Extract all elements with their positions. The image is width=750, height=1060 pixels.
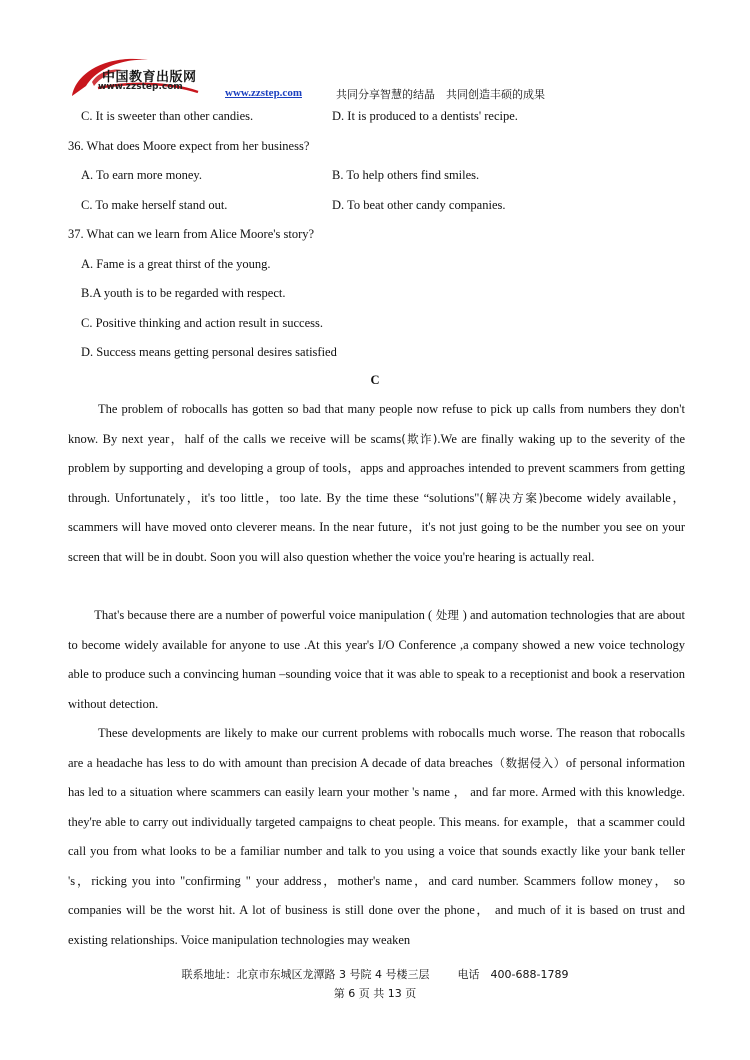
- header-slogan: 共同分享智慧的结晶 共同创造丰硕的成果: [336, 88, 545, 101]
- page-number: 第 6 页 共 13 页: [333, 987, 417, 1000]
- q37-stem: 37. What can we learn from Alice Moore's story?: [68, 227, 315, 241]
- site-link[interactable]: www.zzstep.com: [225, 87, 302, 99]
- q35-option-c: C. It is sweeter than other candies.: [81, 109, 254, 123]
- p1-text-c: become widely available，scammers will have moved onto cleverer means. In the near future，it's not just going to be the number you see on your screen that will be in doubt. Soon you will also question whether the voice you're hearing is actually real.: [68, 490, 685, 564]
- q36-option-b: B. To help others find smiles.: [332, 168, 480, 182]
- p3-text-a: These developments are likely to make our current problems with robocalls much worse. The reason that robocalls are a headache has less to do with amount than precision A decade of data breaches: [68, 726, 685, 770]
- q37-option-c: C. Positive thinking and action result in success.: [81, 316, 323, 330]
- q36-stem: 36. What does Moore expect from her business?: [68, 139, 310, 153]
- q37-option-b: B.A youth is to be regarded with respect.: [81, 286, 286, 300]
- p1-text-b: .We are finally waking up to the severity of the problem by supporting and developing a group of tools，apps and approaches intended to prevent scammers from getting through. Unfortunately，it's too little，too late. By the time these “solutions": [68, 431, 685, 505]
- publisher-logo: [68, 52, 208, 100]
- passage-paragraph-1: [68, 395, 685, 572]
- p2-gloss-manipulation: 处理: [432, 608, 463, 622]
- passage-paragraph-3: [68, 719, 685, 955]
- q36-option-d: D. To beat other candy companies.: [332, 198, 506, 212]
- footer-address: 联系地址：北京市东城区龙潭路 3 号院 4 号楼三层: [181, 968, 430, 981]
- p3-text-b: of personal information has led to a situation where scammers can easily learn your mother 's name ， and far more. Armed with this knowledge. they're able to carry out individually targeted campaigns to cheat people. This means. for example，that a scammer could call you from what looks to be a familiar number and talk to you using a voice that sounds exactly like your bank teller 's，ricking you into "confirming " your address，mother's name，and card number. Scammers follow money， so companies will be the worst hit. A lot of business is still done over the phone， and much of it is based on trust and existing relationships. Voice manipulation technologies may weaken: [68, 755, 686, 947]
- p1-text-a: The problem of robocalls has gotten so bad that many people now refuse to pick up calls from numbers they don't know. By next year，half of the calls we receive will be scams: [68, 402, 685, 446]
- p2-text-a: That's because there are a number of powerful voice manipulation (: [94, 608, 433, 622]
- q37-option-a: A. Fame is a great thirst of the young.: [81, 257, 271, 271]
- logo-title: 中国教育出版网: [102, 70, 197, 85]
- p1-gloss-scam: (欺诈): [401, 431, 438, 446]
- q35-option-d: D. It is produced to a dentists' recipe.: [332, 109, 518, 123]
- page-header: [62, 52, 692, 102]
- footer-contact: [0, 966, 750, 982]
- q36-option-c: C. To make herself stand out.: [81, 198, 228, 212]
- passage-paragraph-2: [68, 601, 685, 719]
- q37-option-d: D. Success means getting personal desires satisfied: [81, 345, 337, 359]
- footer-phone: 电话 400-688-1789: [457, 968, 569, 981]
- p3-gloss-breaches: （数据侵入）: [492, 755, 566, 770]
- section-heading-c: C: [370, 373, 380, 387]
- p1-gloss-solutions: (解决方案): [479, 490, 544, 505]
- q36-option-a: A. To earn more money.: [81, 168, 202, 182]
- logo-url: www.zzstep.com: [98, 82, 183, 92]
- p2-text-b: ) and automation technologies that are about to become widely available for anyone to use .At this year's I/O Conference ,a company showed a new voice technology able to produce such a convincing human –sounding voice that it was able to speak to a receptionist and book a reservation without detection.: [68, 608, 685, 711]
